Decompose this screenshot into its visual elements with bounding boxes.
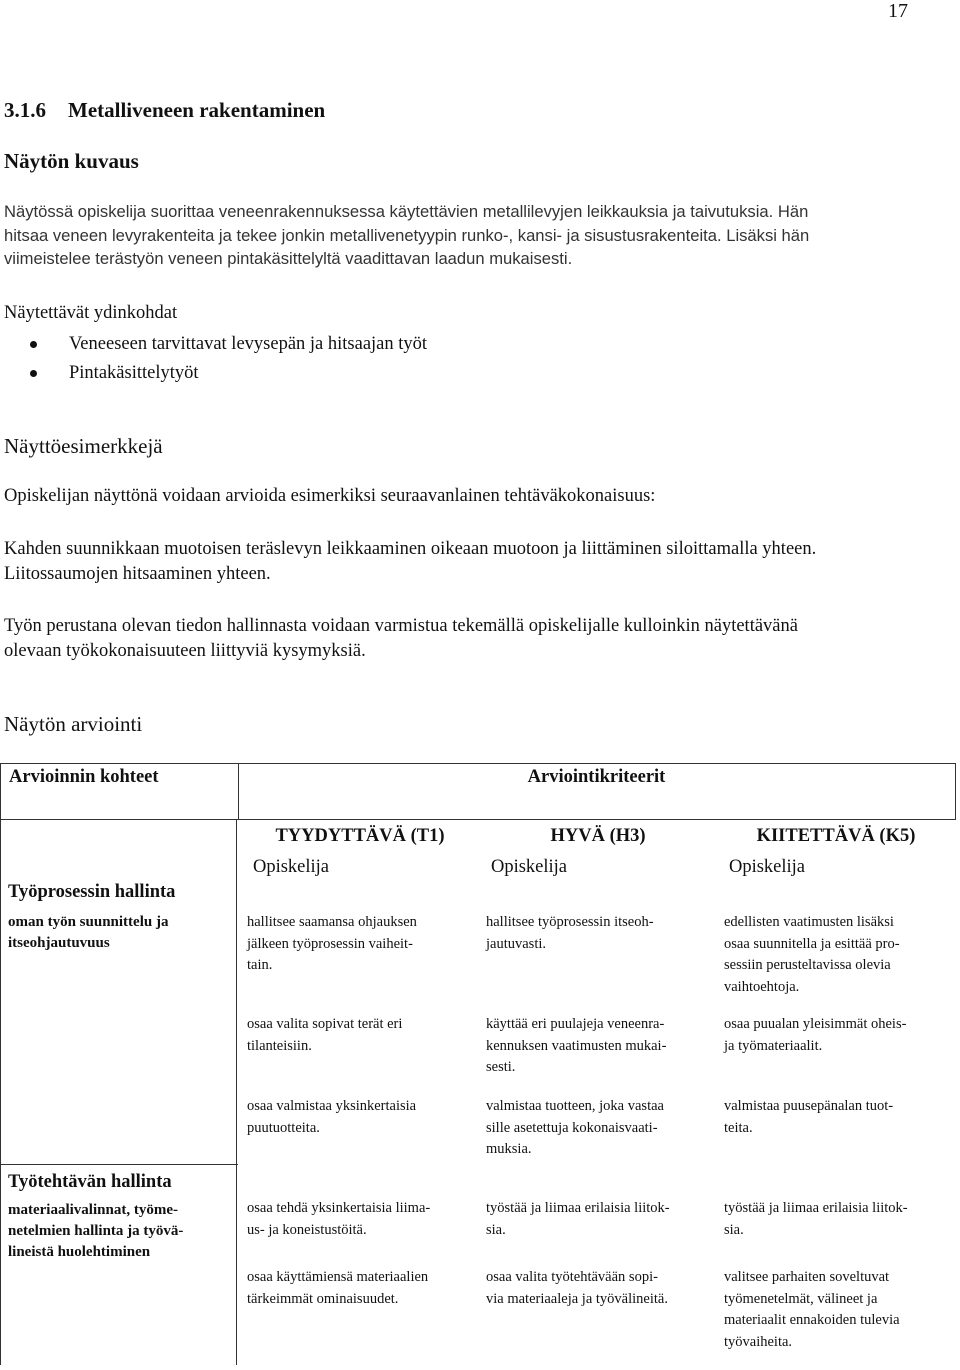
criteria-line: käyttää eri puulajeja veneenra- <box>486 1016 665 1032</box>
examples-knowledge-line: Työn perustana olevan tiedon hallinnasta voidaan varmistua tekemällä opiskelijalle kulloinkin näytettävänä <box>4 616 798 636</box>
criteria-cell-t1 <box>247 912 472 977</box>
criteria-line: us- ja koneistustöitä. <box>247 1221 367 1238</box>
criteria-line: valmistaa puusepänalan tuot- <box>724 1098 894 1114</box>
category-title: Työprosessin hallinta <box>8 882 176 902</box>
criteria-line: tain. <box>247 957 273 973</box>
examples-knowledge <box>4 614 952 664</box>
criteria-line: edellisten vaatimusten lisäksi <box>724 914 894 930</box>
criteria-line: sessiin perusteltavissa olevia <box>724 957 891 973</box>
criteria-line: jälkeen työprosessin vaiheit- <box>247 935 413 952</box>
description-line: viimeistelee terästyön veneen pintakäsittelyltä vaadittavan laadun mukaisesti. <box>4 249 573 268</box>
section-heading <box>4 98 325 123</box>
criteria-line: työvaiheita. <box>724 1333 793 1350</box>
criteria-line: työmenetelmät, välineet ja <box>724 1290 878 1307</box>
section-title: Metalliveneen rakentaminen <box>68 98 326 122</box>
level-k5: KIITETTÄVÄ (K5) <box>756 826 916 846</box>
description-text <box>4 200 949 271</box>
criteria-line: materiaalit ennakoiden tulevia <box>724 1312 900 1328</box>
list-item-text: Pintakäsittelytyöt <box>69 363 199 383</box>
examples-task-line: Kahden suunnikkaan muotoisen teräslevyn leikkaaminen oikeaan muotoon ja liittäminen siloittamalla yhteen. <box>4 539 817 559</box>
criteria-line: sesti. <box>486 1059 516 1075</box>
category-subtitle-line: oman työn suunnittelu ja <box>8 914 169 930</box>
examples-task <box>4 537 952 587</box>
criteria-line: kennuksen vaatimusten mukai- <box>486 1037 667 1054</box>
category-subtitle <box>8 1200 233 1263</box>
examples-task-line: Liitossaumojen hitsaaminen yhteen. <box>4 564 271 584</box>
assessment-table-header <box>0 763 956 820</box>
criteria-cell-k5 <box>724 1267 949 1353</box>
criteria-line: sia. <box>724 1221 744 1238</box>
category-subtitle-line: lineistä huolehtiminen <box>8 1244 151 1260</box>
criteria-column-header: Arviointikriteerit <box>527 767 666 787</box>
examples-knowledge-line: olevaan työkokonaisuuteen liittyviä kysymyksiä. <box>4 641 366 661</box>
criteria-line: työstää ja liimaa erilaisia liitok- <box>486 1200 670 1216</box>
subject-t1: Opiskelija <box>252 857 330 877</box>
criteria-cell-h3 <box>486 1198 711 1241</box>
criteria-line: valitsee parhaiten soveltuvat <box>724 1269 890 1285</box>
targets-column-header: Arvioinnin kohteet <box>9 767 159 787</box>
description-line: hitsaa veneen levyrakenteita ja tekee jonkin metallivenetyypin runko-, kansi- ja sisustusrakenteita. Lisäksi hän <box>4 225 810 245</box>
criteria-line: valmistaa tuotteen, joka vastaa <box>486 1098 664 1114</box>
criteria-cell-k5 <box>724 1096 949 1139</box>
criteria-line: osaa puualan yleisimmät oheis- <box>724 1016 907 1032</box>
criteria-cell-t1 <box>247 1267 472 1310</box>
criteria-line: tilanteisiin. <box>247 1037 312 1054</box>
criteria-cell-t1 <box>247 1198 472 1241</box>
bullet-icon <box>30 370 37 377</box>
assessment-heading: Näytön arviointi <box>4 712 143 736</box>
criteria-line: via materiaaleja ja työvälineitä. <box>486 1290 668 1307</box>
category-subtitle <box>8 912 233 954</box>
level-h3: HYVÄ (H3) <box>550 826 646 846</box>
criteria-cell-h3 <box>486 1267 711 1310</box>
criteria-line: puutuotteita. <box>247 1119 320 1136</box>
page-number: 17 <box>888 0 908 22</box>
category-subtitle-line: materiaalivalinnat, työme- <box>8 1202 178 1218</box>
criteria-line: sia. <box>486 1221 506 1238</box>
criteria-cell-k5 <box>724 1198 949 1241</box>
row-divider <box>1 1164 238 1165</box>
bullet-icon <box>30 341 37 348</box>
criteria-cell-h3 <box>486 912 711 955</box>
criteria-line: hallitsee saamansa ohjauksen <box>247 914 417 930</box>
level-t1: TYYDYTTÄVÄ (T1) <box>275 826 445 846</box>
criteria-line: osaa tehdä yksinkertaisia liima- <box>247 1200 431 1216</box>
category-subtitle-line: itseohjautuvuus <box>8 935 110 951</box>
criteria-cell-h3 <box>486 1096 711 1161</box>
category-title: Työtehtävän hallinta <box>8 1172 172 1192</box>
description-line: Näytössä opiskelija suorittaa veneenrakennuksessa käytettävien metallilevyjen leikkauksia ja taivutuksia. Hän <box>4 202 809 221</box>
examples-heading: Näyttöesimerkkejä <box>4 434 163 458</box>
criteria-line: osaa valmistaa yksinkertaisia <box>247 1098 417 1114</box>
criteria-line: osaa suunnitella ja esittää pro- <box>724 935 900 952</box>
subject-k5: Opiskelija <box>728 857 806 877</box>
list-item <box>30 359 427 388</box>
criteria-line: tärkeimmät ominaisuudet. <box>247 1290 399 1307</box>
criteria-line: teita. <box>724 1119 753 1136</box>
criteria-line: työstää ja liimaa erilaisia liitok- <box>724 1200 908 1216</box>
criteria-line: muksia. <box>486 1141 532 1157</box>
criteria-line: osaa valita työtehtävään sopi- <box>486 1269 658 1285</box>
criteria-line: ja työmateriaalit. <box>724 1037 823 1054</box>
criteria-line: sille asetettuja kokonaisvaati- <box>486 1119 658 1136</box>
criteria-cell-t1 <box>247 1014 472 1057</box>
category-subtitle-line: netelmien hallinta ja työvä- <box>8 1223 184 1239</box>
section-number: 3.1.6 <box>4 98 46 122</box>
criteria-cell-k5 <box>724 912 949 998</box>
criteria-line: osaa valita sopivat terät eri <box>247 1016 403 1032</box>
list-item-text: Veneeseen tarvittavat levysepän ja hitsaajan työt <box>69 334 428 354</box>
criteria-cell-t1 <box>247 1096 472 1139</box>
examples-intro: Opiskelijan näyttönä voidaan arvioida esimerkiksi seuraavanlainen tehtäväkokonaisuus: <box>4 486 656 506</box>
criteria-cell-k5 <box>724 1014 949 1057</box>
list-item <box>30 330 427 359</box>
criteria-line: osaa käyttämiensä materiaalien <box>247 1269 429 1285</box>
subject-h3: Opiskelija <box>490 857 568 877</box>
criteria-cell-h3 <box>486 1014 711 1079</box>
description-heading: Näytön kuvaus <box>4 149 139 173</box>
core-items-heading: Näytettävät ydinkohdat <box>4 303 178 323</box>
core-items-list <box>30 330 427 388</box>
criteria-line: jautuvasti. <box>486 935 547 952</box>
criteria-line: vaihtoehtoja. <box>724 978 800 995</box>
criteria-line: hallitsee työprosessin itseoh- <box>486 914 654 930</box>
